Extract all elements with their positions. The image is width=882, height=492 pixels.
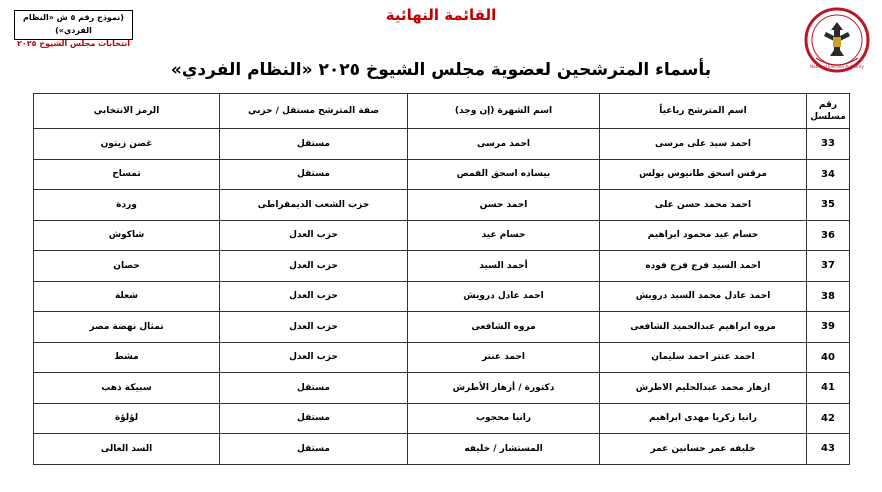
cell-name: ازهار محمد عبدالحليم الاطرش [600, 373, 807, 404]
cell-symbol: مشط [34, 342, 220, 373]
cell-status: مستقل [220, 129, 408, 160]
cell-symbol: شعلة [34, 281, 220, 312]
form-number-label: (نموذج رقم ٥ ش «النظام الفردي») [23, 13, 124, 35]
cell-number: 35 [807, 190, 850, 221]
cell-status: مستقل [220, 159, 408, 190]
cell-status: مستقل [220, 434, 408, 465]
cell-symbol: تمساح [34, 159, 220, 190]
column-header-number: رقم مسلسل [807, 94, 850, 129]
cell-name: احمد السيد فرج فرج فوده [600, 251, 807, 282]
table-header-row [34, 94, 850, 129]
cell-fame: احمد عنتر [408, 342, 600, 373]
table-row [34, 434, 850, 465]
cell-symbol: وردة [34, 190, 220, 221]
cell-symbol: شاكوش [34, 220, 220, 251]
cell-symbol: تمثال نهضة مصر [34, 312, 220, 343]
final-list-heading: القائمة النهائية [385, 6, 497, 24]
cell-symbol: السد العالى [34, 434, 220, 465]
cell-number: 41 [807, 373, 850, 404]
table-row [34, 281, 850, 312]
table-row [34, 159, 850, 190]
election-name-label: انتخابات مجلس الشيوخ ٢٠٢٥ [17, 39, 130, 48]
cell-number: 39 [807, 312, 850, 343]
cell-number: 42 [807, 403, 850, 434]
cell-number: 36 [807, 220, 850, 251]
cell-status: حزب العدل [220, 251, 408, 282]
table-row [34, 190, 850, 221]
cell-fame: رانيا محجوب [408, 403, 600, 434]
cell-symbol: حصان [34, 251, 220, 282]
cell-symbol: غصن زيتون [34, 129, 220, 160]
column-header-symbol: الرمز الانتخابي [34, 94, 220, 129]
cell-status: حزب العدل [220, 281, 408, 312]
column-header-fame: اسم الشهرة (إن وجد) [408, 94, 600, 129]
cell-name: احمد سيد على مرسى [600, 129, 807, 160]
svg-text:National Election Authority: National Election Authority [810, 64, 864, 69]
table-row [34, 251, 850, 282]
cell-fame: حسام عيد [408, 220, 600, 251]
cell-number: 40 [807, 342, 850, 373]
cell-number: 43 [807, 434, 850, 465]
cell-status: حزب العدل [220, 342, 408, 373]
cell-number: 38 [807, 281, 850, 312]
column-header-name: اسم المترشح رباعياً [600, 94, 807, 129]
table-row [34, 373, 850, 404]
cell-number: 33 [807, 129, 850, 160]
cell-fame: مروه الشافعى [408, 312, 600, 343]
cell-fame: احمد حسن [408, 190, 600, 221]
cell-fame: احمد عادل درويش [408, 281, 600, 312]
cell-fame: بيساده اسحق القمص [408, 159, 600, 190]
cell-name: مرقس اسحق طانيوس بولس [600, 159, 807, 190]
cell-fame: المستشار / خليفه [408, 434, 600, 465]
table-row [34, 312, 850, 343]
cell-name: احمد عنتر احمد سليمان [600, 342, 807, 373]
cell-status: مستقل [220, 373, 408, 404]
cell-fame: أحمد السيد [408, 251, 600, 282]
table-row [34, 342, 850, 373]
column-header-status: صفة المترشح مستقل / حزبي [220, 94, 408, 129]
cell-number: 34 [807, 159, 850, 190]
table-row [34, 220, 850, 251]
cell-status: حزب الشعب الديمقراطى [220, 190, 408, 221]
cell-fame: احمد مرسى [408, 129, 600, 160]
cell-name: احمد عادل محمد السيد درويش [600, 281, 807, 312]
cell-status: مستقل [220, 403, 408, 434]
cell-name: حسام عيد محمود ابراهيم [600, 220, 807, 251]
table-row [34, 129, 850, 160]
cell-name: احمد محمد حسن على [600, 190, 807, 221]
cell-name: مروه ابراهيم عبدالحميد الشافعى [600, 312, 807, 343]
page-title: بأسماء المترشحين لعضوية مجلس الشيوخ ٢٠٢٥ «النظام الفردي» [170, 60, 712, 80]
cell-fame: دكتورة / أزهار الأطرش [408, 373, 600, 404]
cell-status: حزب العدل [220, 312, 408, 343]
cell-name: رانيا زكريا مهدى ابراهيم [600, 403, 807, 434]
cell-symbol: سبيكة ذهب [34, 373, 220, 404]
cell-number: 37 [807, 251, 850, 282]
cell-name: خليفه عمر حسانين عمر [600, 434, 807, 465]
candidates-table [33, 93, 850, 465]
cell-symbol: لؤلؤة [34, 403, 220, 434]
cell-status: حزب العدل [220, 220, 408, 251]
table-row [34, 403, 850, 434]
